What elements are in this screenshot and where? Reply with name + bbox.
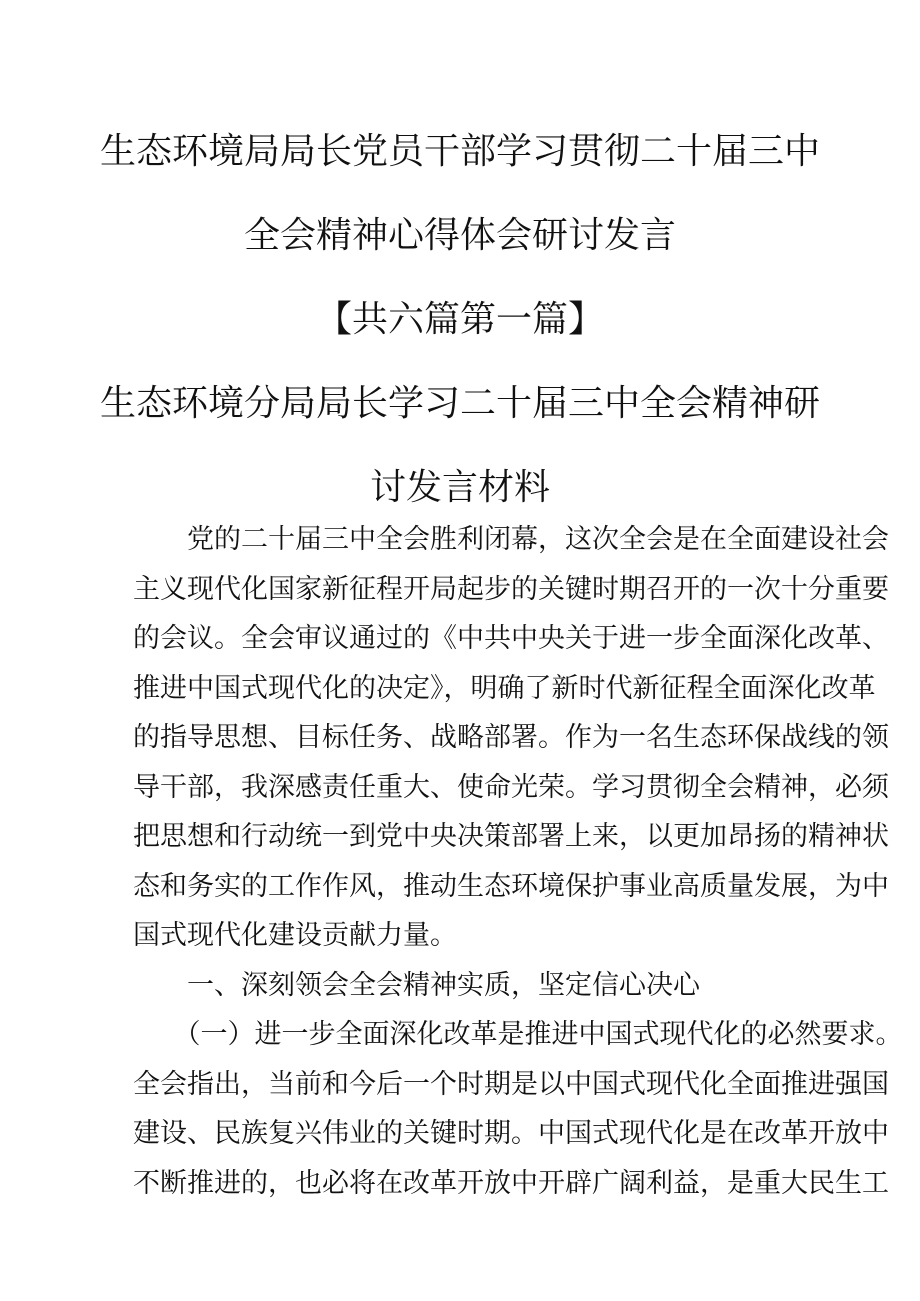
body-line-7: 把思想和行动统一到党中央决策部署上来，以更加昂扬的精神状 (133, 821, 889, 852)
body-line-3: 的会议。全会审议通过的《中共中央关于进一步全面深化改革、 (133, 623, 889, 654)
title-line-2: 全会精神心得体会研讨发言 (243, 215, 676, 256)
body-line-4: 推进中国式现代化的决定》，明确了新时代新征程全面深化改革 (133, 673, 876, 704)
title-line-1: 生态环境局局长党员干部学习贯彻二十届三中 (99, 131, 820, 172)
title-line-4: 生态环境分局局长学习二十届三中全会精神研 (99, 383, 820, 424)
body-line-9: 国式现代化建设贡献力量。 (133, 920, 457, 951)
title-line-3: 【共六篇第一篇】 (315, 299, 604, 340)
body-line-12: 全会指出，当前和今后一个时期是以中国式现代化全面推进强国 (133, 1069, 889, 1100)
subsection-heading-1: （一）进一步全面深化改革是推进中国式现代化的必然要求。 (133, 1019, 903, 1050)
body-line-5: 的指导思想、目标任务、战略部署。作为一名生态环保战线的领 (133, 722, 889, 753)
body-line-6: 导干部，我深感责任重大、使命光荣。学习贯彻全会精神，必须 (133, 772, 889, 803)
title-line-5: 讨发言材料 (369, 467, 550, 508)
body-line-8: 态和务实的工作作风，推动生态环境保护事业高质量发展，为中 (133, 871, 889, 902)
section-heading-1: 一、深刻领会全会精神实质，坚定信心决心 (133, 970, 700, 1001)
body-line-14: 不断推进的，也必将在改革开放中开辟广阔利益，是重大民生工 (133, 1168, 889, 1199)
body-line-2: 主义现代化国家新征程开局起步的关键时期召开的一次十分重要 (133, 574, 889, 605)
body-line-1: 党的二十届三中全会胜利闭幕，这次全会是在全面建设社会 (133, 524, 889, 555)
body-line-13: 建设、民族复兴伟业的关键时期。中国式现代化是在改革开放中 (133, 1118, 889, 1149)
